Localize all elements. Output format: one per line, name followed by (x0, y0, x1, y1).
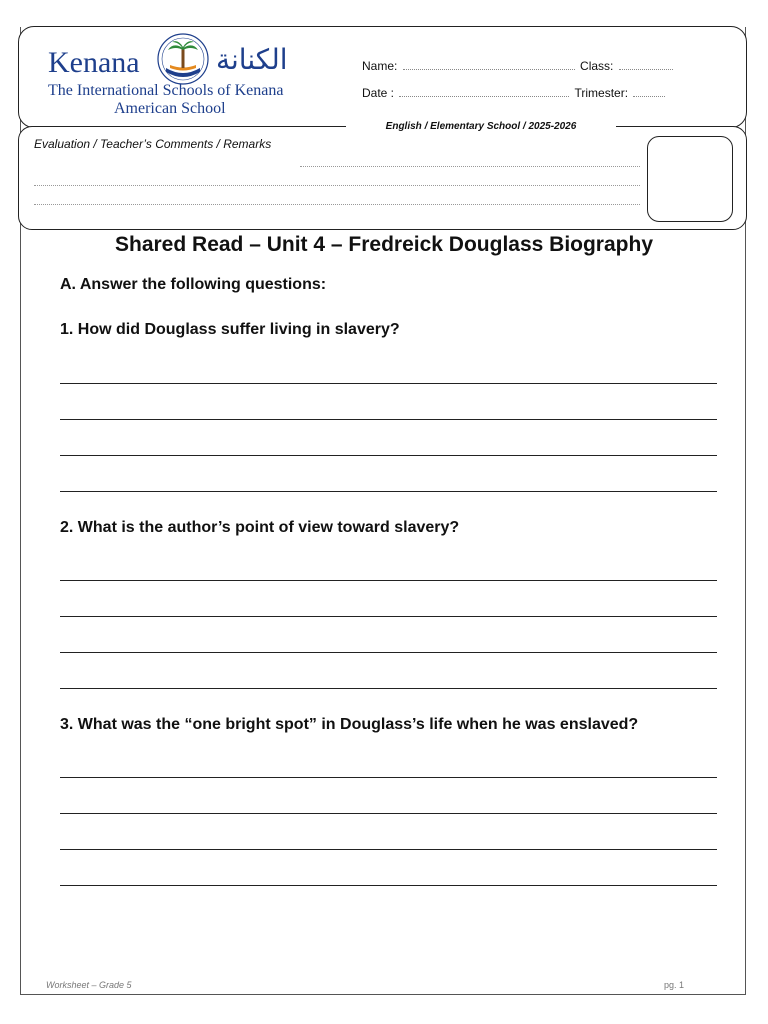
comment-line[interactable] (34, 185, 640, 186)
answer-line[interactable] (60, 616, 717, 617)
answer-line[interactable] (60, 849, 717, 850)
date-blank[interactable] (399, 87, 569, 97)
answer-line[interactable] (60, 885, 717, 886)
palm-tree-emblem-icon (156, 32, 210, 86)
comment-line[interactable] (300, 166, 640, 167)
date-field[interactable] (362, 86, 667, 100)
answer-line[interactable] (60, 813, 717, 814)
name-blank[interactable] (403, 60, 575, 70)
evaluation-label: Evaluation / Teacher’s Comments / Remarks (34, 137, 272, 151)
grade-box[interactable] (647, 136, 733, 222)
comment-line[interactable] (34, 204, 640, 205)
answer-line[interactable] (60, 455, 717, 456)
answer-line[interactable] (60, 777, 717, 778)
footer-worksheet-label: Worksheet – Grade 5 (46, 980, 132, 990)
question-2: 2. What is the author’s point of view toward slavery? (60, 519, 460, 536)
logo-school-division: American School (114, 100, 226, 117)
answer-line[interactable] (60, 580, 717, 581)
question-1: 1. How did Douglass suffer living in slavery? (60, 321, 400, 338)
logo-name-en: Kenana (48, 46, 140, 79)
logo-name-ar: الكنانة (216, 43, 288, 76)
class-blank[interactable] (619, 60, 673, 70)
answer-line[interactable] (60, 652, 717, 653)
course-label: English / Elementary School / 2025-2026 (346, 118, 616, 136)
section-heading: A. Answer the following questions: (60, 276, 327, 293)
answer-line[interactable] (60, 383, 717, 384)
footer-page-number: pg. 1 (664, 980, 685, 990)
answer-line[interactable] (60, 688, 717, 689)
answer-line[interactable] (60, 491, 717, 492)
date-label: Date : (362, 86, 395, 100)
name-field[interactable] (362, 59, 675, 73)
answer-line[interactable] (60, 419, 717, 420)
name-label: Name: (362, 59, 398, 73)
class-label: Class: (580, 59, 614, 73)
question-3: 3. What was the “one bright spot” in Douglass’s life when he was enslaved? (60, 716, 639, 733)
page-title: Shared Read – Unit 4 – Fredreick Douglass Biography (115, 233, 653, 256)
trimester-label: Trimester: (574, 86, 629, 100)
trimester-blank[interactable] (633, 87, 665, 97)
school-logo (48, 32, 316, 118)
logo-school-name: The International Schools of Kenana (48, 82, 284, 99)
